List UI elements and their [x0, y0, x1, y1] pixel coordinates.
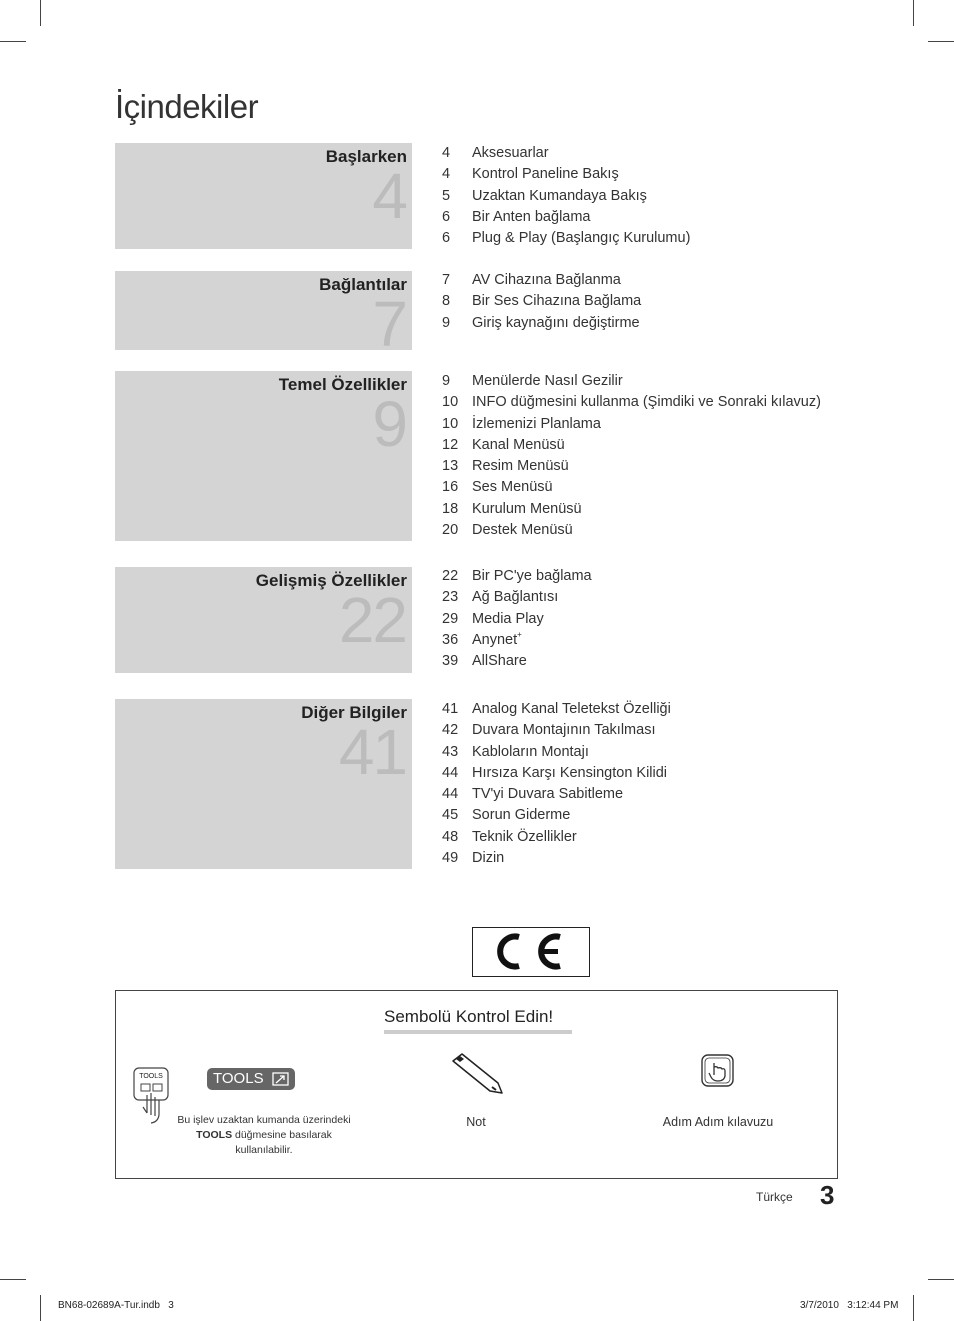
toc-label: Kurulum Menüsü	[472, 500, 582, 517]
toc-item[interactable]	[442, 186, 862, 207]
toc-label: Kontrol Paneline Bakış	[472, 166, 619, 183]
toc-item[interactable]	[442, 207, 862, 228]
toc-page: 16	[442, 479, 459, 496]
hand-button-icon	[700, 1053, 736, 1089]
section-title: Başlarken	[325, 147, 407, 166]
toc-item[interactable]	[442, 164, 862, 185]
toc-item[interactable]	[442, 435, 862, 456]
toc-label: Analog Kanal Teletekst Özelliği	[472, 701, 671, 717]
toc-item[interactable]	[442, 587, 862, 608]
toc-item[interactable]	[442, 784, 862, 805]
section-block-gelismis-ozellikler	[115, 567, 412, 673]
crop-mark	[913, 1295, 914, 1321]
section-title: Bağlantılar	[319, 275, 407, 294]
section-number: 4	[372, 160, 406, 232]
title-underline	[384, 1030, 572, 1034]
toc-item[interactable]	[442, 143, 862, 164]
toc-label: Kanal Menüsü	[472, 436, 565, 453]
symbol-legend-title: Sembolü Kontrol Edin!	[384, 1007, 554, 1026]
section-number: 9	[372, 388, 406, 460]
toc-label: AV Cihazına Bağlanma	[472, 272, 621, 288]
toc-item[interactable]	[442, 805, 862, 826]
toc-item[interactable]	[442, 456, 862, 477]
toc-list	[442, 566, 862, 672]
toc-label: Giriş kaynağını değiştirme	[472, 314, 640, 331]
section-number: 7	[372, 288, 406, 350]
toc-label: Dizin	[472, 850, 505, 867]
toc-label: Duvara Montajının Takılması	[472, 722, 656, 739]
toc-label: Ses Menüsü	[472, 479, 553, 496]
toc-page: 23	[442, 589, 459, 606]
toc-label-sup: +	[517, 629, 522, 639]
toc-label: Anynet	[472, 631, 518, 648]
section-number: 22	[338, 584, 406, 656]
toc-label: Teknik Özellikler	[472, 828, 577, 845]
crop-mark	[40, 0, 41, 26]
toc-page: 6	[442, 230, 451, 247]
toc-item[interactable]	[442, 742, 862, 763]
toc-page: 5	[442, 187, 451, 204]
footer-timestamp: 3/7/2010 3:12:44 PM	[800, 1300, 899, 1311]
toc-label: AllShare	[472, 653, 527, 670]
toc-page: 9	[442, 314, 451, 331]
ce-mark-box	[472, 927, 590, 977]
toc-item[interactable]	[442, 499, 862, 520]
section-number: 41	[338, 716, 406, 788]
section-title: Diğer Bilgiler	[301, 703, 407, 722]
toc-page: 9	[442, 373, 451, 389]
crop-mark	[40, 1295, 41, 1321]
tools-caption-line: Bu işlev uzaktan kumanda üzerindeki	[177, 1114, 351, 1126]
toc-item[interactable]	[442, 392, 862, 413]
pencil-note-icon	[450, 1053, 506, 1097]
toc-list	[442, 270, 862, 334]
toc-page: 4	[442, 166, 451, 183]
toc-item[interactable]	[442, 477, 862, 498]
toc-item[interactable]	[442, 763, 862, 784]
toc-page: 6	[442, 208, 451, 225]
tools-pointer-icon	[272, 1072, 289, 1086]
section-block-temel-ozellikler	[115, 371, 412, 541]
footer-language: Türkçe	[756, 1190, 793, 1204]
toc-label: Hırsıza Karşı Kensington Kilidi	[472, 764, 668, 781]
toc-item[interactable]	[442, 609, 862, 630]
toc-item[interactable]	[442, 699, 862, 720]
toc-page: 41	[442, 701, 459, 717]
toc-item[interactable]	[442, 848, 862, 869]
page-title: İçindekiler	[115, 88, 259, 125]
toc-page: 29	[442, 610, 459, 627]
footer-file-name: BN68-02689A-Tur.indb 3	[58, 1300, 174, 1311]
toc-list	[442, 143, 862, 249]
toc-item[interactable]	[442, 371, 862, 392]
toc-label: İzlemenizi Planlama	[472, 415, 601, 432]
toc-list	[442, 371, 862, 541]
toc-item[interactable]	[442, 313, 862, 334]
crop-mark	[928, 41, 954, 42]
section-block-baglantilar	[115, 271, 412, 350]
section-title: Temel Özellikler	[278, 375, 407, 394]
toc-page: 44	[442, 786, 459, 803]
toc-page: 13	[442, 458, 459, 475]
toc-label: Uzaktan Kumandaya Bakış	[472, 187, 647, 204]
crop-mark	[0, 41, 26, 42]
tools-caption-bold: TOOLS	[196, 1129, 233, 1141]
toc-label: Destek Menüsü	[472, 522, 573, 539]
toc-label: Resim Menüsü	[472, 458, 569, 475]
section-title: Gelişmiş Özellikler	[255, 571, 407, 590]
toc-page: 10	[442, 415, 459, 432]
toc-item[interactable]	[442, 520, 862, 541]
toc-page: 4	[442, 145, 451, 161]
toc-label: Ağ Bağlantısı	[472, 589, 559, 606]
toc-item[interactable]	[442, 651, 862, 672]
toc-page: 48	[442, 828, 459, 845]
symbol-legend-box	[115, 990, 838, 1179]
toc-label: Bir Ses Cihazına Bağlama	[472, 293, 642, 310]
toc-page: 39	[442, 653, 459, 670]
toc-item[interactable]	[442, 414, 862, 435]
toc-page: 42	[442, 722, 459, 739]
toc-page: 7	[442, 272, 451, 288]
page-number: 3	[820, 1180, 835, 1210]
remote-button-label: TOOLS	[139, 1073, 163, 1080]
toc-label: Bir PC'ye bağlama	[472, 568, 592, 584]
tools-caption-line	[164, 1128, 364, 1143]
toc-item[interactable]	[442, 630, 862, 651]
toc-label: Aksesuarlar	[472, 145, 549, 161]
toc-label: Kabloların Montajı	[472, 743, 589, 760]
toc-item[interactable]	[442, 827, 862, 848]
toc-label: TV'yi Duvara Sabitleme	[472, 786, 624, 803]
ce-mark-icon	[473, 928, 588, 975]
crop-mark	[928, 1279, 954, 1280]
toc-item[interactable]	[442, 291, 862, 312]
toc-page: 20	[442, 522, 459, 539]
toc-page: 22	[442, 568, 459, 584]
tools-badge	[207, 1068, 295, 1090]
guide-caption: Adım Adım kılavuzu	[662, 1115, 774, 1129]
toc-page: 12	[442, 436, 459, 453]
toc-label: Menülerde Nasıl Gezilir	[472, 373, 623, 389]
toc-item[interactable]	[442, 720, 862, 741]
toc-list	[442, 699, 862, 869]
toc-page: 36	[442, 631, 459, 648]
toc-item[interactable]	[442, 566, 862, 587]
crop-mark	[0, 1279, 26, 1280]
toc-label: Sorun Giderme	[472, 807, 571, 824]
tools-caption-line: kullanılabilir.	[235, 1144, 293, 1156]
tools-caption	[164, 1113, 364, 1158]
toc-label: Media Play	[472, 610, 544, 627]
note-caption: Not	[466, 1115, 486, 1129]
toc-page: 44	[442, 764, 459, 781]
tools-badge-label: TOOLS	[213, 1070, 264, 1087]
toc-label: Plug & Play (Başlangıç Kurulumu)	[472, 230, 691, 247]
toc-item[interactable]	[442, 270, 862, 291]
tools-caption-text: düğmesine basılarak	[232, 1129, 332, 1141]
toc-page: 8	[442, 293, 451, 310]
toc-page: 18	[442, 500, 459, 517]
toc-item[interactable]	[442, 228, 862, 249]
section-block-baslarken	[115, 143, 412, 249]
toc-page: 10	[442, 394, 459, 411]
crop-mark	[913, 0, 914, 26]
toc-page: 43	[442, 743, 459, 760]
section-block-diger-bilgiler	[115, 699, 412, 869]
toc-label: Bir Anten bağlama	[472, 208, 591, 225]
toc-label: INFO düğmesini kullanma (Şimdiki ve Sonraki kılavuz)	[472, 394, 821, 411]
toc-page: 49	[442, 850, 459, 867]
toc-page: 45	[442, 807, 459, 824]
